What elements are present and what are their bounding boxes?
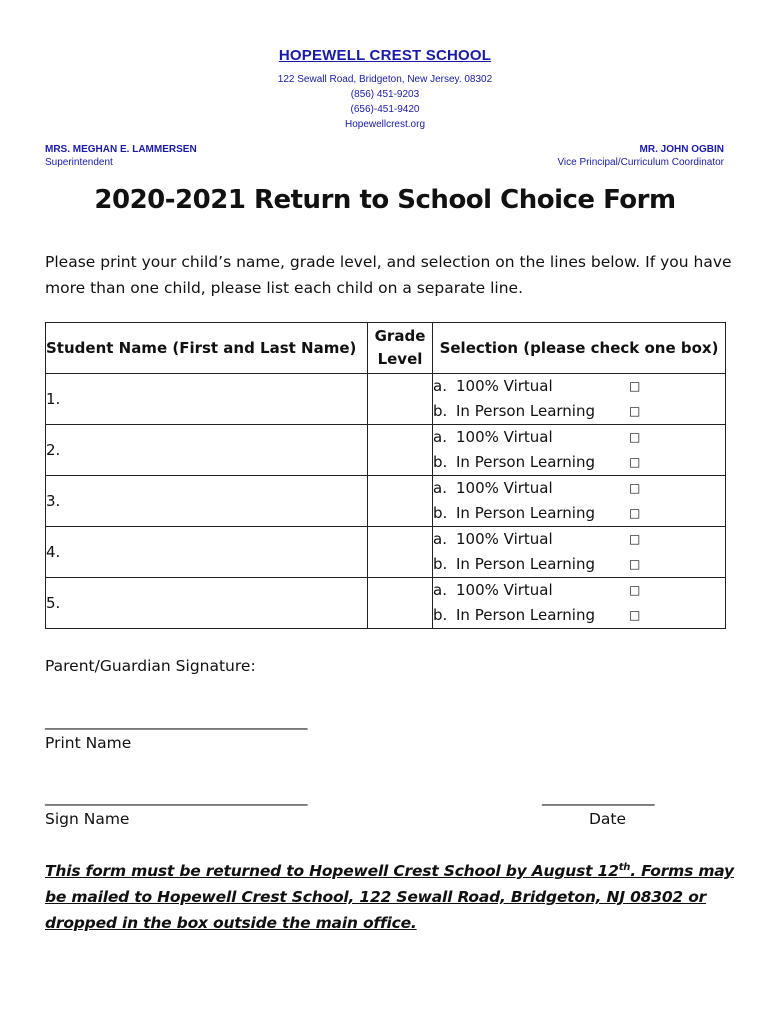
student-name-cell-1[interactable]: 1. (46, 374, 368, 425)
table-row (46, 527, 726, 578)
header-grade-level: Grade Level (368, 323, 433, 374)
student-name-cell-5[interactable]: 5. (46, 578, 368, 629)
table-header-row (46, 323, 726, 374)
option-label: 100% Virtual (456, 377, 553, 395)
table-row (46, 425, 726, 476)
note-text-part1: This form must be returned to Hopewell Crest School by August 12 (45, 862, 619, 880)
signature-label: Parent/Guardian Signature: (45, 657, 256, 675)
option-virtual[interactable] (433, 476, 725, 501)
school-phone: (856) 451-9203 (350, 89, 420, 100)
date-label: Date (589, 810, 627, 828)
sign-name-line[interactable]: ___________________________________ (45, 788, 308, 806)
selection-cell-4 (433, 527, 726, 578)
checkbox-icon[interactable]: □ (629, 481, 641, 495)
option-letter: a. (433, 377, 447, 395)
option-label: 100% Virtual (456, 581, 553, 599)
checkbox-icon[interactable]: □ (629, 532, 641, 546)
option-letter: a. (433, 479, 447, 497)
table-row (46, 578, 726, 629)
option-label: In Person Learning (456, 606, 595, 624)
school-address: 122 Sewall Road, Bridgeton, New Jersey. 08302 (277, 74, 493, 85)
option-in-person[interactable] (433, 603, 725, 628)
return-instructions-note (45, 858, 735, 936)
grade-cell-5[interactable] (368, 578, 433, 629)
grade-cell-2[interactable] (368, 425, 433, 476)
note-superscript: th (618, 861, 631, 873)
student-name-cell-2[interactable]: 2. (46, 425, 368, 476)
instructions: Please print your child’s name, grade level, and selection on the lines below. If you have more than one child, please list each child on a separate line. (45, 253, 732, 297)
option-label: In Person Learning (456, 504, 595, 522)
option-label: 100% Virtual (456, 530, 553, 548)
superintendent-title: Superintendent (45, 157, 113, 168)
vice-principal-title: Vice Principal/Curriculum Coordinator (557, 157, 724, 168)
option-letter: b. (433, 555, 448, 573)
date-line[interactable]: _______________ (542, 788, 655, 806)
option-in-person[interactable] (433, 501, 725, 526)
option-label: In Person Learning (456, 453, 595, 471)
student-choice-table (45, 322, 726, 629)
table-row (46, 374, 726, 425)
selection-cell-3 (433, 476, 726, 527)
checkbox-icon[interactable]: □ (629, 557, 641, 571)
header-selection: Selection (please check one box) (433, 323, 726, 374)
option-virtual[interactable] (433, 527, 725, 552)
grade-cell-4[interactable] (368, 527, 433, 578)
superintendent-name: MRS. MEGHAN E. LAMMERSEN (45, 144, 197, 155)
table-row (46, 476, 726, 527)
option-virtual[interactable] (433, 374, 725, 399)
option-label: 100% Virtual (456, 428, 553, 446)
school-name: HOPEWELL CREST SCHOOL (278, 47, 492, 64)
selection-cell-1 (433, 374, 726, 425)
option-letter: a. (433, 428, 447, 446)
note-text-part2: . Forms may be mailed to Hopewell Crest School, 122 Sewall Road, Bridgeton, NJ 08302 or dropped in the box outside the main office. (45, 862, 734, 932)
option-in-person[interactable] (433, 552, 725, 577)
option-label: In Person Learning (456, 555, 595, 573)
option-letter: b. (433, 504, 448, 522)
checkbox-icon[interactable]: □ (629, 608, 641, 622)
option-label: In Person Learning (456, 402, 595, 420)
vice-principal-name: MR. JOHN OGBIN (639, 144, 724, 155)
selection-cell-5 (433, 578, 726, 629)
print-name-line[interactable]: ___________________________________ (45, 712, 308, 730)
option-in-person[interactable] (433, 399, 725, 424)
option-in-person[interactable] (433, 450, 725, 475)
option-letter: b. (433, 402, 448, 420)
form-title: 2020-2021 Return to School Choice Form (94, 185, 676, 215)
grade-cell-3[interactable] (368, 476, 433, 527)
checkbox-icon[interactable]: □ (629, 404, 641, 418)
checkbox-icon[interactable]: □ (629, 430, 641, 444)
option-label: 100% Virtual (456, 479, 553, 497)
sign-name-label: Sign Name (45, 810, 130, 828)
student-name-cell-4[interactable]: 4. (46, 527, 368, 578)
option-virtual[interactable] (433, 578, 725, 603)
checkbox-icon[interactable]: □ (629, 583, 641, 597)
student-name-cell-3[interactable]: 3. (46, 476, 368, 527)
option-virtual[interactable] (433, 425, 725, 450)
option-letter: a. (433, 530, 447, 548)
checkbox-icon[interactable]: □ (629, 506, 641, 520)
grade-cell-1[interactable] (368, 374, 433, 425)
header-student-name: Student Name (First and Last Name) (46, 323, 368, 374)
checkbox-icon[interactable]: □ (629, 455, 641, 469)
option-letter: b. (433, 606, 448, 624)
school-website: Hopewellcrest.org (344, 119, 426, 130)
option-letter: b. (433, 453, 448, 471)
checkbox-icon[interactable]: □ (629, 379, 641, 393)
print-name-label: Print Name (45, 734, 132, 752)
school-fax: (656)-451-9420 (350, 104, 420, 115)
selection-cell-2 (433, 425, 726, 476)
option-letter: a. (433, 581, 447, 599)
